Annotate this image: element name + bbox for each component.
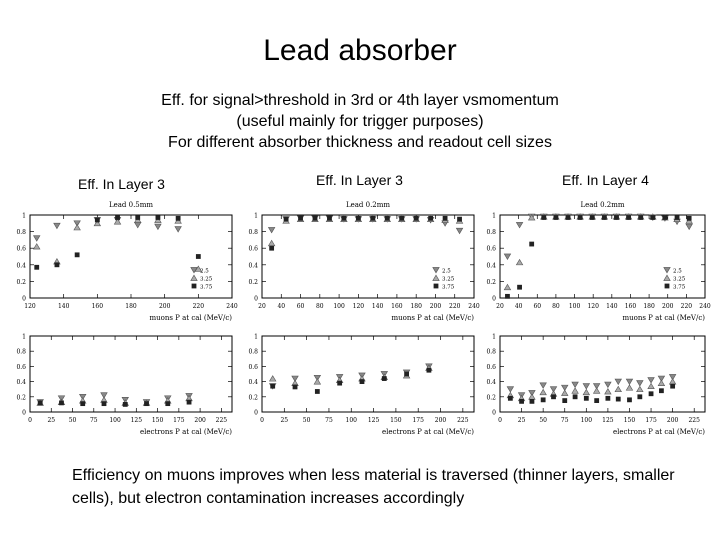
x-tick-label: 200 <box>434 417 447 424</box>
x-tick-label: 75 <box>325 417 333 424</box>
data-point-3.75 <box>313 216 318 221</box>
y-tick-label: 0.4 <box>486 262 496 270</box>
legend-marker <box>664 275 670 280</box>
x-tick-label: 240 <box>226 303 238 310</box>
x-tick-label: 160 <box>391 303 403 310</box>
data-point-2.5 <box>54 223 60 228</box>
data-point-2.5 <box>175 227 181 232</box>
y-tick-label: 1 <box>492 333 496 341</box>
x-tick-label: 220 <box>192 303 205 310</box>
chart-panel-3 <box>486 201 710 322</box>
y-tick-label: 1 <box>254 212 258 220</box>
x-tick-label: 60 <box>533 303 542 310</box>
plot-title: Lead 0.2mm <box>345 201 391 209</box>
x-tick-label: 40 <box>277 303 286 310</box>
y-tick-label: 1 <box>254 333 258 341</box>
data-point-3.75 <box>298 216 303 221</box>
data-point-3.75 <box>337 381 342 386</box>
data-point-3.75 <box>627 397 632 402</box>
data-point-3.25 <box>504 284 510 289</box>
data-point-3.25 <box>583 389 589 394</box>
legend-marker <box>665 284 670 289</box>
y-tick-label: 0.2 <box>16 278 26 286</box>
x-tick-label: 25 <box>517 417 526 424</box>
data-point-2.5 <box>268 227 274 232</box>
data-point-2.5 <box>34 236 40 241</box>
data-point-3.75 <box>675 215 680 220</box>
data-point-3.25 <box>669 379 675 384</box>
data-point-3.75 <box>443 216 448 221</box>
x-tick-label: 150 <box>151 417 164 424</box>
data-point-3.25 <box>529 394 535 399</box>
y-tick-label: 0.6 <box>16 363 26 371</box>
data-point-3.25 <box>648 383 654 388</box>
x-tick-label: 120 <box>352 303 365 310</box>
data-point-2.5 <box>686 224 692 229</box>
data-point-3.75 <box>649 391 654 396</box>
x-tick-label: 140 <box>606 303 618 310</box>
data-point-3.75 <box>414 216 419 221</box>
plot-title: Lead 0.2mm <box>580 201 625 209</box>
legend-label: 3.75 <box>442 284 455 291</box>
data-point-3.25 <box>540 389 546 394</box>
x-tick-label: 180 <box>410 303 422 310</box>
y-tick-label: 0.2 <box>248 278 258 286</box>
y-tick-label: 0 <box>22 409 26 417</box>
data-point-3.75 <box>385 216 390 221</box>
data-point-2.5 <box>135 222 141 227</box>
data-point-3.75 <box>399 216 404 221</box>
data-point-3.25 <box>270 376 276 381</box>
data-point-2.5 <box>540 383 546 388</box>
x-tick-label: 20 <box>496 303 504 310</box>
data-point-3.75 <box>663 215 668 220</box>
y-tick-label: 0 <box>492 409 496 417</box>
y-tick-label: 0.8 <box>486 229 496 237</box>
chart-panel-4 <box>16 334 232 437</box>
data-point-2.5 <box>155 224 161 229</box>
x-tick-label: 175 <box>173 417 185 424</box>
data-point-3.75 <box>541 397 546 402</box>
data-point-3.75 <box>269 246 274 251</box>
data-point-3.75 <box>650 215 655 220</box>
footer-text: Efficiency on muons improves when less material is traversed (thinner layers, smaller cells), but electron contamination increases accordingly <box>72 467 675 507</box>
x-tick-label: 125 <box>602 417 614 424</box>
chart-panel-5 <box>248 334 474 437</box>
x-tick-label: 100 <box>580 417 593 424</box>
y-tick-label: 0.4 <box>248 379 258 387</box>
column-label-1: Eff. In Layer 3 <box>78 176 165 192</box>
y-tick-label: 0.4 <box>248 262 258 270</box>
data-point-3.75 <box>573 394 578 399</box>
data-point-3.75 <box>34 265 39 270</box>
page-title: Lead absorber <box>263 34 457 67</box>
x-tick-label: 75 <box>560 417 569 424</box>
data-point-3.25 <box>637 386 643 391</box>
x-tick-label: 20 <box>258 303 266 310</box>
data-point-3.75 <box>315 389 320 394</box>
y-tick-label: 0 <box>254 295 258 303</box>
data-point-3.75 <box>427 368 432 373</box>
x-tick-label: 240 <box>468 303 480 310</box>
legend-label: 2.5 <box>200 268 209 275</box>
x-tick-label: 0 <box>498 417 502 424</box>
data-point-2.5 <box>583 384 589 389</box>
y-tick-label: 0 <box>22 295 26 303</box>
x-tick-label: 100 <box>568 303 581 310</box>
data-point-3.75 <box>687 216 692 221</box>
data-point-3.25 <box>562 390 568 395</box>
x-tick-label: 50 <box>539 417 547 424</box>
x-tick-label: 225 <box>688 417 700 424</box>
data-point-3.75 <box>584 396 589 401</box>
data-point-3.75 <box>196 254 201 259</box>
x-axis-label: electrons P at cal (MeV/c) <box>382 428 474 436</box>
data-point-2.5 <box>626 379 632 384</box>
data-point-3.75 <box>594 398 599 403</box>
x-tick-label: 120 <box>587 303 599 310</box>
data-point-3.75 <box>541 215 546 220</box>
x-axis-label: electrons P at cal (MeV/c) <box>140 428 232 436</box>
data-point-3.75 <box>59 400 64 405</box>
legend-marker <box>664 267 670 272</box>
data-point-3.75 <box>659 388 664 393</box>
data-point-3.75 <box>75 252 80 257</box>
data-point-3.25 <box>626 385 632 390</box>
y-tick-label: 1 <box>22 212 26 220</box>
x-tick-label: 200 <box>194 417 206 424</box>
data-point-3.75 <box>55 262 60 267</box>
data-point-3.75 <box>554 215 559 220</box>
data-point-2.5 <box>615 379 621 384</box>
y-tick-label: 0.6 <box>16 245 26 253</box>
data-point-3.75 <box>530 399 535 404</box>
legend-label: 2.5 <box>673 268 682 275</box>
data-point-3.75 <box>356 216 361 221</box>
data-point-3.75 <box>360 379 365 384</box>
legend-marker <box>433 275 439 280</box>
x-tick-label: 160 <box>624 303 637 310</box>
x-tick-label: 100 <box>345 417 357 424</box>
data-point-2.5 <box>516 222 522 227</box>
data-point-3.25 <box>572 388 578 393</box>
data-point-3.75 <box>293 385 298 390</box>
legend-label: 3.25 <box>442 276 455 283</box>
y-tick-label: 0.8 <box>16 348 26 356</box>
x-tick-label: 180 <box>643 303 655 310</box>
data-point-3.75 <box>165 401 170 406</box>
data-point-3.75 <box>102 401 107 406</box>
legend-marker <box>433 267 439 272</box>
x-axis-label: muons P at cal (MeV/c) <box>149 314 232 322</box>
data-point-3.75 <box>614 215 619 220</box>
legend-label: 3.75 <box>200 284 213 291</box>
x-tick-label: 180 <box>125 303 137 310</box>
data-point-3.75 <box>187 400 192 405</box>
x-tick-label: 60 <box>296 303 305 310</box>
x-tick-label: 220 <box>449 303 461 310</box>
data-point-3.25 <box>516 259 522 264</box>
y-tick-label: 0.8 <box>248 229 258 237</box>
data-point-3.25 <box>268 240 274 245</box>
x-tick-label: 80 <box>552 303 560 310</box>
y-tick-label: 0.2 <box>486 278 496 286</box>
data-point-3.75 <box>505 294 510 299</box>
x-tick-label: 25 <box>280 417 289 424</box>
x-tick-label: 240 <box>699 303 711 310</box>
y-tick-label: 0.4 <box>16 379 26 387</box>
y-tick-label: 0.2 <box>248 394 258 402</box>
data-point-3.25 <box>605 389 611 394</box>
y-tick-label: 1 <box>492 212 496 220</box>
data-point-3.25 <box>34 244 40 249</box>
x-tick-label: 150 <box>623 417 636 424</box>
legend-label: 2.5 <box>442 268 451 275</box>
subtitle-line-1: Eff. for signal>threshold in 3rd or 4th layer vsmomentum <box>161 92 559 109</box>
y-tick-label: 0.2 <box>16 394 26 402</box>
x-tick-label: 40 <box>514 303 523 310</box>
x-tick-label: 140 <box>57 303 70 310</box>
x-tick-label: 50 <box>302 417 311 424</box>
legend-marker <box>434 284 439 289</box>
legend-marker <box>192 284 197 289</box>
x-tick-label: 0 <box>260 417 264 424</box>
data-point-3.75 <box>270 384 275 389</box>
data-point-3.25 <box>615 386 621 391</box>
x-tick-label: 200 <box>666 417 679 424</box>
data-point-3.75 <box>562 398 567 403</box>
data-point-2.5 <box>605 382 611 387</box>
subtitle-line-3: For different absorber thickness and readout cell sizes <box>168 134 552 151</box>
data-point-3.75 <box>626 215 631 220</box>
x-tick-label: 175 <box>412 417 424 424</box>
data-point-2.5 <box>507 387 513 392</box>
data-point-3.75 <box>95 218 100 223</box>
y-tick-label: 0.8 <box>486 348 496 356</box>
legend-marker <box>191 275 197 280</box>
y-tick-label: 1 <box>22 333 26 341</box>
data-point-3.75 <box>638 215 643 220</box>
data-point-3.75 <box>457 217 462 222</box>
data-point-3.75 <box>135 215 140 220</box>
x-tick-label: 50 <box>68 417 77 424</box>
data-point-3.75 <box>382 376 387 381</box>
y-tick-label: 0.4 <box>16 262 26 270</box>
data-point-2.5 <box>648 378 654 383</box>
data-point-3.75 <box>342 216 347 221</box>
data-point-3.75 <box>519 399 524 404</box>
x-axis-label: muons P at cal (MeV/c) <box>622 314 705 322</box>
x-axis-label: electrons P at cal (MeV/c) <box>613 428 705 436</box>
x-tick-label: 100 <box>333 303 345 310</box>
data-point-3.75 <box>80 401 85 406</box>
data-point-3.75 <box>156 215 161 220</box>
chart-panel-1 <box>16 201 237 322</box>
column-label-2: Eff. In Layer 3 <box>316 172 403 188</box>
data-point-3.25 <box>74 225 80 230</box>
data-point-3.25 <box>314 379 320 384</box>
data-point-3.75 <box>551 394 556 399</box>
x-tick-label: 25 <box>47 417 56 424</box>
data-point-3.75 <box>578 215 583 220</box>
data-point-3.75 <box>370 216 375 221</box>
data-point-3.75 <box>670 384 675 389</box>
x-tick-label: 80 <box>315 303 324 310</box>
x-tick-label: 75 <box>89 417 98 424</box>
x-tick-label: 125 <box>367 417 380 424</box>
y-tick-label: 0 <box>492 295 496 303</box>
data-point-2.5 <box>572 382 578 387</box>
x-tick-label: 100 <box>109 417 121 424</box>
x-tick-label: 140 <box>371 303 384 310</box>
data-point-2.5 <box>637 381 643 386</box>
data-point-3.75 <box>616 397 621 402</box>
data-point-3.75 <box>517 285 522 290</box>
data-point-3.75 <box>284 217 289 222</box>
y-tick-label: 0 <box>254 409 258 417</box>
data-point-3.75 <box>144 401 149 406</box>
data-point-3.75 <box>115 215 120 220</box>
x-tick-label: 160 <box>91 303 104 310</box>
legend-label: 3.25 <box>200 276 213 283</box>
y-tick-label: 0.4 <box>486 379 496 387</box>
y-tick-label: 0.8 <box>248 348 258 356</box>
x-tick-label: 120 <box>24 303 36 310</box>
plot-title: Lead 0.5mm <box>108 201 154 209</box>
x-tick-label: 200 <box>662 303 674 310</box>
x-tick-label: 200 <box>158 303 171 310</box>
x-tick-label: 225 <box>457 417 469 424</box>
data-point-3.75 <box>428 216 433 221</box>
chart-panel-2 <box>248 201 479 322</box>
data-point-3.75 <box>602 215 607 220</box>
data-point-3.75 <box>508 396 513 401</box>
data-point-3.75 <box>566 215 571 220</box>
data-point-3.75 <box>590 215 595 220</box>
x-tick-label: 125 <box>130 417 143 424</box>
x-axis-label: muons P at cal (MeV/c) <box>391 314 474 322</box>
data-point-2.5 <box>504 254 510 259</box>
data-point-3.25 <box>593 388 599 393</box>
data-point-3.75 <box>327 216 332 221</box>
data-point-3.75 <box>38 400 43 405</box>
y-tick-label: 0.8 <box>16 229 26 237</box>
y-tick-label: 0.6 <box>486 245 496 253</box>
data-point-3.25 <box>658 380 664 385</box>
x-tick-label: 225 <box>215 417 228 424</box>
data-point-2.5 <box>456 228 462 233</box>
x-tick-label: 175 <box>645 417 657 424</box>
x-tick-label: 0 <box>28 417 32 424</box>
x-tick-label: 220 <box>680 303 693 310</box>
data-point-3.75 <box>123 402 128 407</box>
plot-frame <box>262 336 474 412</box>
chart-panel-6 <box>486 334 705 437</box>
x-tick-label: 200 <box>429 303 442 310</box>
x-tick-label: 150 <box>390 417 402 424</box>
data-point-3.75 <box>605 396 610 401</box>
data-point-3.75 <box>176 216 181 221</box>
data-point-3.75 <box>404 372 409 377</box>
subtitle-line-2: (useful mainly for trigger purposes) <box>236 113 484 130</box>
legend-label: 3.75 <box>673 284 686 291</box>
data-point-3.75 <box>637 394 642 399</box>
y-tick-label: 0.6 <box>486 363 496 371</box>
column-label-3: Eff. In Layer 4 <box>562 172 649 188</box>
y-tick-label: 0.2 <box>486 394 496 402</box>
y-tick-label: 0.6 <box>248 245 258 253</box>
legend-label: 3.25 <box>673 276 686 283</box>
y-tick-label: 0.6 <box>248 363 258 371</box>
data-point-3.75 <box>529 242 534 247</box>
